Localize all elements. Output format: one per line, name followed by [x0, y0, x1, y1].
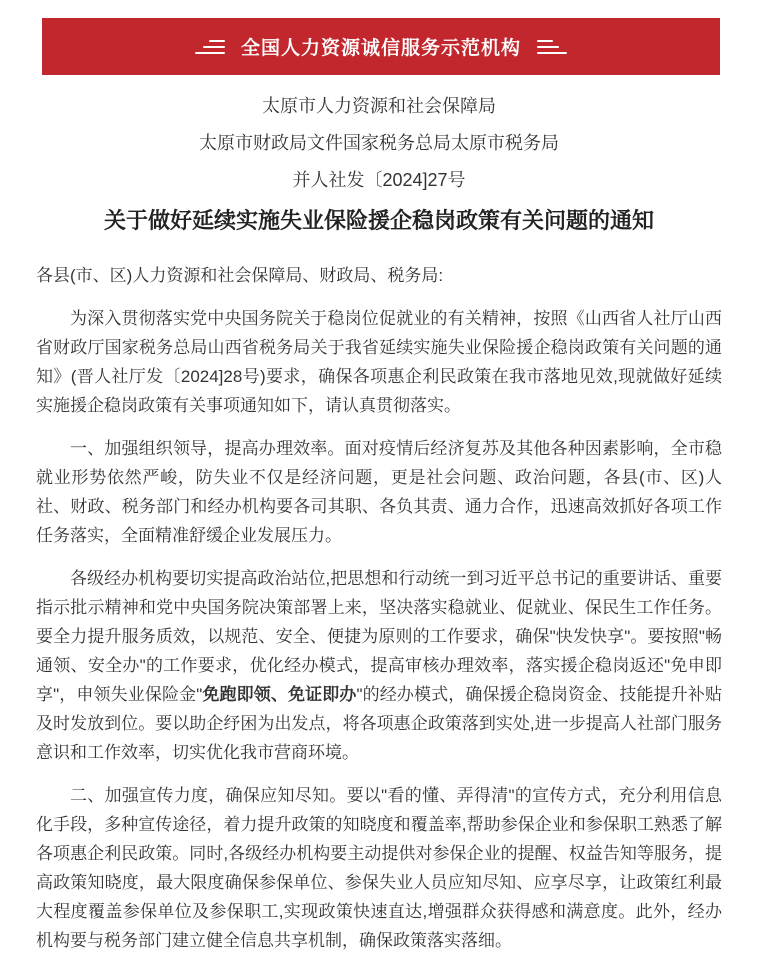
paragraph-segment: 二、加强宣传力度，确保应知尽知。要以"看的懂、弄得清"的宣传方式，充分利用信息化手段，多种宣传途径，着力提升政策的知晓度和覆盖率,帮助参保企业和参保职工熟悉了解各项惠企利民政策。同时,各级经办机构要主动提供对参保企业的提醒、权益告知等服务，提高政策知晓度，最大限度确保参保单位、参保失业人员应知尽知、应享尽享，让政策红利最大程度覆盖参保单位及参保职工,实现政策快速直达,增强群众获得感和满意度。此外，经办机构要与税务部门建立健全信息共享机制，确保政策落实落细。: [36, 786, 722, 950]
issuer-line-2: 太原市财政局文件国家税务总局太原市税务局: [199, 133, 559, 153]
doc-number: 并人社发〔2024]27号: [292, 170, 466, 190]
paragraph-segment: 一、加强组织领导，提高办理效率。面对疫情后经济复苏及其他各种因素影响，全市稳就业形势依然严峻，防失业不仅是经济问题，更是社会问题、政治问题，各县(市、区)人社、财政、税务部门和经办机构要各司其职、各负其责、通力合作，迅速高效抓好各项工作任务落实，全面精准舒缓企业发展压力。: [36, 439, 722, 545]
banner-right-lines-icon: [537, 40, 567, 54]
header-banner: [42, 18, 720, 75]
body-paragraph: [36, 781, 722, 955]
banner-left-lines-icon: [195, 40, 225, 54]
body-paragraph: [36, 434, 722, 550]
doc-title: 关于做好延续实施失业保险援企稳岗政策有关问题的通知: [103, 208, 654, 233]
body-paragraphs: [36, 304, 722, 955]
doc-header: [0, 88, 758, 239]
body-paragraph: [36, 304, 722, 420]
paragraph-segment-bold: 免跑即领、免证即办: [202, 685, 357, 704]
doc-body: [36, 261, 722, 955]
salutation: 各县(市、区)人力资源和社会保障局、财政局、税务局:: [36, 266, 444, 285]
paragraph-segment: "的经办模式，确保援企稳岗资金、技能提升补贴及时发放到位。要以助企纾困为出发点，将各项惠企政策落到实处,进一步提高人社部门服务意识和工作效率，切实优化我市营商环境。: [36, 685, 722, 762]
banner-title: 全国人力资源诚信服务示范机构: [240, 38, 521, 59]
issuer-line-1: 太原市人力资源和社会保障局: [262, 96, 496, 116]
paragraph-segment: 为深入贯彻落实党中央国务院关于稳岗位促就业的有关精神，按照《山西省人社厅山西省财政厅国家税务总局山西省税务局关于我省延续实施失业保险援企稳岗政策有关问题的通知》(晋人社厅发〔2024]28号)要求，确保各项惠企利民政策在我市落地见效,现就做好延续实施援企稳岗政策有关事项通知如下，请认真贯彻落实。: [36, 309, 722, 415]
paragraph-segment: 各级经办机构要切实提高政治站位,把思想和行动统一到习近平总书记的重要讲话、重要指示批示精神和党中央国务院决策部署上来，坚决落实稳就业、促就业、保民生工作任务。要全力提升服务质效，以规范、安全、便捷为原则的工作要求，确保"快发快享"。要按照"畅通领、安全办"的工作要求，优化经办模式，提高审核办理效率，落实援企稳岗返还"免申即享"，申领失业保险金": [36, 569, 722, 704]
body-paragraph: [36, 564, 722, 767]
